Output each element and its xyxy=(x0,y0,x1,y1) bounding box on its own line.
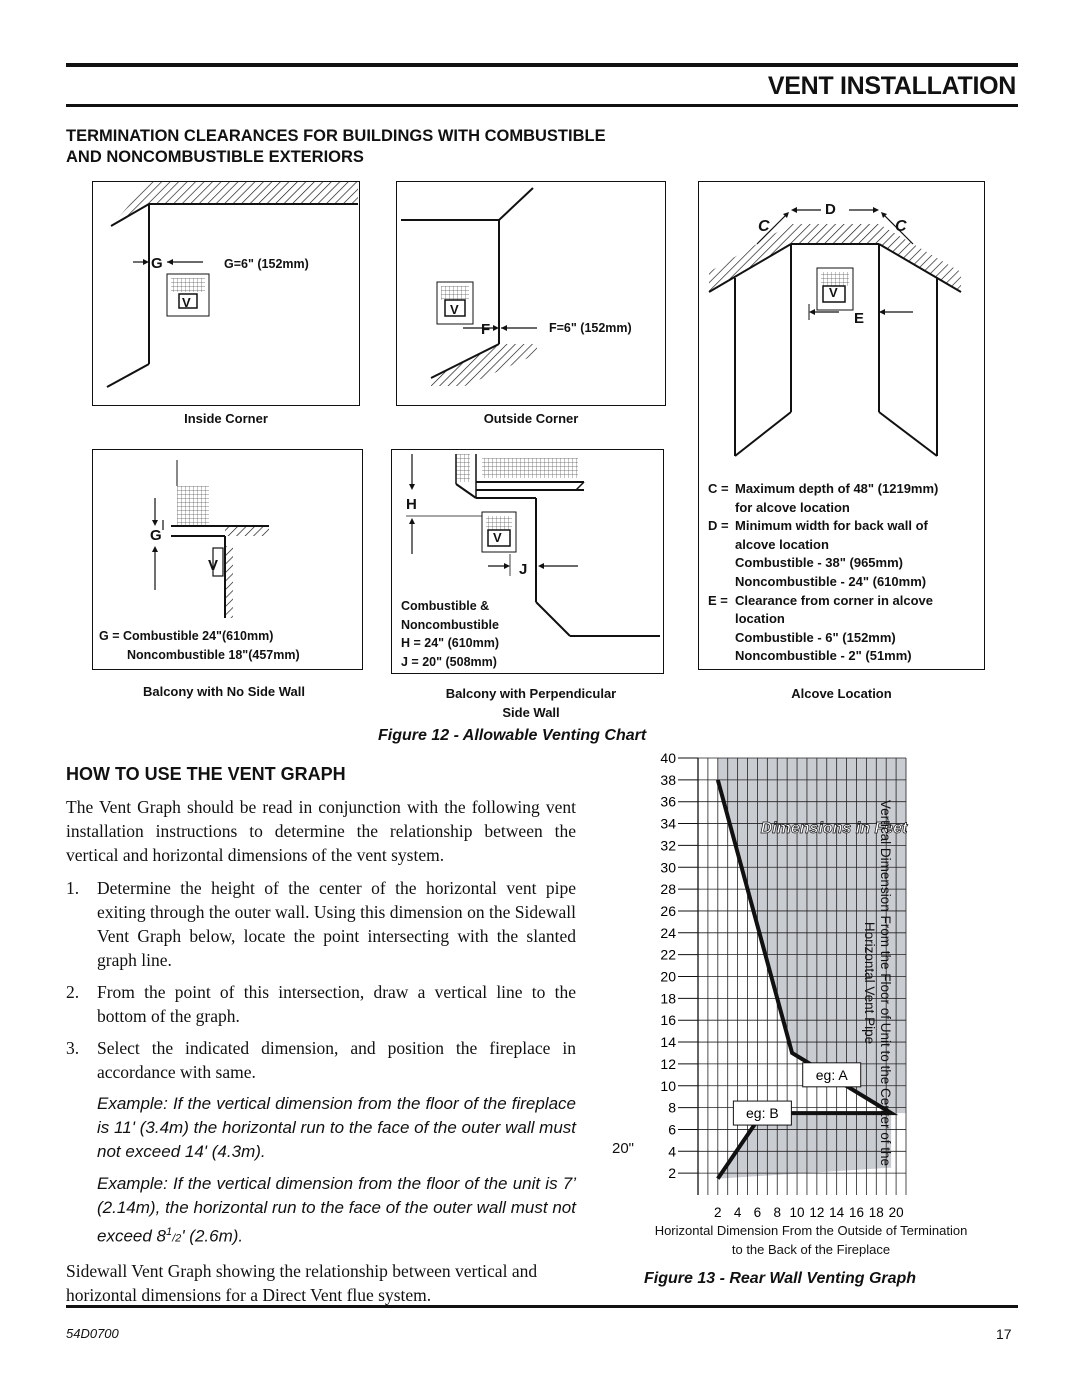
alcove-drawing xyxy=(699,182,983,472)
legend-key: E = xyxy=(708,592,728,608)
label-f: F xyxy=(481,321,491,338)
inside-corner-drawing xyxy=(93,182,358,404)
x-tick-label: 20 xyxy=(888,1205,904,1220)
caption-line2: Side Wall xyxy=(502,705,560,720)
step-number: 2. xyxy=(66,982,80,1002)
label-d: D xyxy=(825,201,836,218)
y-tick-label: 32 xyxy=(660,837,676,854)
legend-line: Noncombustible - 24" (610mm) xyxy=(735,573,927,589)
figure13-caption: Figure 13 - Rear Wall Venting Graph xyxy=(644,1270,917,1287)
x-tick-label: 14 xyxy=(829,1205,845,1220)
outside-corner-note: F=6" (152mm) xyxy=(549,321,632,335)
y-tick-label: 30 xyxy=(660,859,676,876)
outside-corner-drawing xyxy=(397,182,664,404)
y-tick-label: 14 xyxy=(660,1034,676,1051)
annotation-eg-b: eg: B xyxy=(746,1105,779,1122)
vent-graph xyxy=(612,745,972,1257)
how-to-heading: HOW TO USE THE VENT GRAPH xyxy=(66,764,346,784)
balcony-perp-notes xyxy=(401,597,499,671)
example-2-frac: /2 xyxy=(172,1232,182,1245)
balcony-no-side-diagram xyxy=(92,449,363,670)
caption-line1: Balcony with Perpendicular xyxy=(445,686,617,701)
step-1 xyxy=(66,876,576,972)
label-g: G xyxy=(150,527,162,544)
y-tick-label: 16 xyxy=(660,1012,676,1029)
legend-c xyxy=(708,480,984,517)
x-tick-label: 6 xyxy=(753,1205,762,1220)
legend-line: Clearance from corner in alcove xyxy=(735,592,933,608)
note-line: Combustible & xyxy=(401,599,490,613)
chart-ylabel: Vertical Dimension From the Floor of Unit to the Center of the Horizontal Vent Pipe xyxy=(862,799,893,1167)
example-2 xyxy=(66,1172,576,1251)
section-heading-line1: TERMINATION CLEARANCES FOR BUILDINGS WITH COMBUSTIBLE xyxy=(66,127,606,145)
y-tick-label: 34 xyxy=(660,815,676,832)
y-tick-label: 38 xyxy=(660,771,676,788)
label-v: V xyxy=(829,285,838,300)
chart-title: Dimensions in Feet xyxy=(760,820,908,837)
y-tick-label: 18 xyxy=(660,990,676,1007)
y-tick-label: 4 xyxy=(668,1143,676,1160)
y-tick-label: 22 xyxy=(660,946,676,963)
inside-corner-note: G=6" (152mm) xyxy=(224,257,309,271)
label-j: J xyxy=(519,561,528,578)
step-text: Determine the height of the center of the horizontal vent pipe exiting through the outer wall. Using this dimension on the Sidewall Vent Graph below, locate the point intersecting with the slanted graph line. xyxy=(97,878,576,970)
x-tick-label: 18 xyxy=(868,1205,884,1220)
header-rule xyxy=(66,63,1018,67)
label-c-left: C xyxy=(758,218,770,235)
y-tick-label: 6 xyxy=(668,1121,676,1138)
title-rule xyxy=(66,104,1018,107)
legend-key: C = xyxy=(708,481,729,496)
page-number: 17 xyxy=(996,1326,1012,1342)
y-tick-label: 12 xyxy=(660,1055,676,1072)
example-2-text: Example: If the vertical dimension from the floor of the unit is 7’ (2.14m), the horizontal run to the face of the outer wall must not exceed 8 xyxy=(97,1174,576,1246)
figure12-caption: Figure 12 - Allowable Venting Chart xyxy=(378,727,647,744)
legend-e xyxy=(708,592,984,666)
example-2-sup: 1 xyxy=(166,1226,173,1238)
balcony-no-side-note1: G = Combustible 24"(610mm) xyxy=(99,629,274,643)
inside-corner-diagram xyxy=(92,181,360,406)
how-to-body xyxy=(66,795,576,1307)
footer-rule xyxy=(66,1305,1018,1308)
legend-line: location xyxy=(735,611,785,627)
label-v: V xyxy=(493,530,502,545)
legend-d xyxy=(708,517,984,591)
y-tick-label: 10 xyxy=(660,1077,676,1094)
y-tick-label: 26 xyxy=(660,902,676,919)
example-2-end: ' (2.6m). xyxy=(181,1226,244,1246)
x-tick-label: 10 xyxy=(789,1205,805,1220)
section-heading-line2: AND NONCOMBUSTIBLE EXTERIORS xyxy=(66,148,364,166)
label-g: G xyxy=(151,255,163,272)
step-number: 3. xyxy=(66,1038,80,1058)
annotation-eg-a: eg: A xyxy=(815,1066,848,1083)
outside-corner-diagram xyxy=(396,181,666,406)
legend-text xyxy=(735,592,933,666)
legend-line: for alcove location xyxy=(735,499,850,515)
x-tick-label: 8 xyxy=(773,1205,781,1220)
chart-xlabel: Horizontal Dimension From the Outside of Termination to the Back of the Fireplace xyxy=(654,1223,968,1257)
label-v: V xyxy=(208,557,219,574)
label-c-right: C xyxy=(895,218,907,235)
alcove-legend xyxy=(708,480,984,666)
y-tick-label: 2 xyxy=(668,1165,676,1182)
legend-line: Maximum depth of 48" (1219mm) xyxy=(735,481,939,496)
x-tick-label: 16 xyxy=(848,1205,864,1220)
legend-text xyxy=(735,480,938,517)
y-tick-label: 36 xyxy=(660,793,676,810)
legend-line: Combustible - 6" (152mm) xyxy=(735,629,896,645)
step-text: From the point of this intersection, draw a vertical line to the bottom of the graph. xyxy=(97,982,576,1026)
outside-corner-caption: Outside Corner xyxy=(483,411,579,426)
label-h: H xyxy=(406,496,417,513)
doc-id: 54D0700 xyxy=(66,1326,119,1341)
y-tick-label: 24 xyxy=(660,924,676,941)
legend-line: Minimum width for back wall of xyxy=(735,518,928,534)
note-line: Noncombustible xyxy=(401,617,499,632)
legend-text xyxy=(735,517,928,591)
how-to-intro: The Vent Graph should be read in conjunction with the following vent installation instructions to determine the relationship between the vertical and horizontal dimensions of the vent system. xyxy=(66,797,576,865)
balcony-no-side-caption: Balcony with No Side Wall xyxy=(142,684,306,699)
label-v: V xyxy=(182,295,191,310)
alcove-caption: Alcove Location xyxy=(791,686,892,701)
balcony-perp-diagram xyxy=(391,449,664,674)
y-tick-label: 20 xyxy=(660,968,676,985)
legend-line: Noncombustible - 2" (51mm) xyxy=(735,648,912,664)
balcony-perp-caption xyxy=(391,684,671,722)
step-3 xyxy=(66,1036,576,1084)
chart-extra-label: 20" xyxy=(612,1140,635,1157)
y-tick-label: 28 xyxy=(660,881,676,898)
label-e: E xyxy=(854,310,865,327)
x-tick-label: 4 xyxy=(733,1205,742,1220)
balcony-no-side-note2: Noncombustible 18"(457mm) xyxy=(127,648,300,662)
page-title: VENT INSTALLATION xyxy=(767,72,1016,100)
closing-text: Sidewall Vent Graph showing the relationship between vertical and horizontal dimensions for a Direct Vent flue system. xyxy=(66,1260,538,1305)
legend-key: D = xyxy=(708,518,729,534)
legend-line: alcove location xyxy=(735,536,829,552)
step-2 xyxy=(66,980,576,1028)
y-tick-label: 40 xyxy=(660,750,676,766)
section-heading xyxy=(66,126,606,168)
y-tick-label: 8 xyxy=(668,1099,676,1116)
x-tick-label: 2 xyxy=(714,1205,722,1220)
note-line: J = 20" (508mm) xyxy=(401,654,497,669)
example-1: Example: If the vertical dimension from the floor of the fireplace is 11' (3.4m) the horizontal run to the face of the outer wall must not exceed 14' (4.3m). xyxy=(97,1094,576,1161)
label-v: V xyxy=(450,302,459,317)
step-text: Select the indicated dimension, and position the fireplace in accordance with same. xyxy=(97,1038,576,1082)
step-number: 1. xyxy=(66,878,80,898)
x-tick-label: 12 xyxy=(809,1205,825,1220)
note-line: H = 24" (610mm) xyxy=(401,636,499,650)
legend-line: Combustible - 38" (965mm) xyxy=(735,555,903,571)
alcove-diagram xyxy=(698,181,985,670)
inside-corner-caption: Inside Corner xyxy=(184,411,268,426)
